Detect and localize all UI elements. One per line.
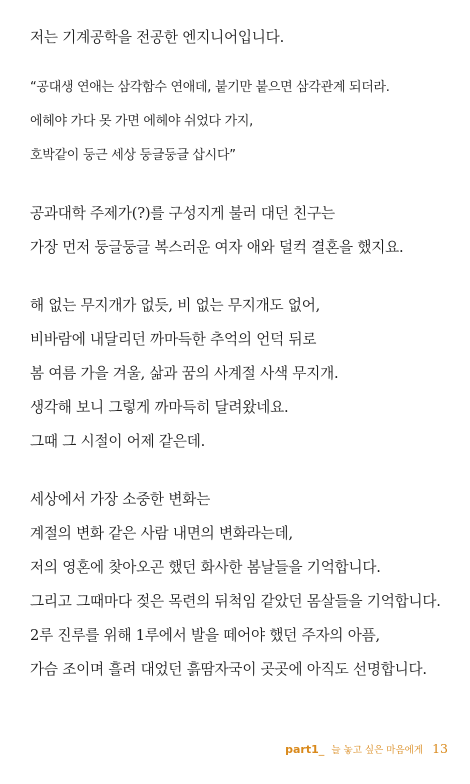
chapter-title: 늘 놓고 싶은 마음에게 — [331, 745, 423, 756]
text-line: 봄 여름 가을 겨울, 삶과 꿈의 사계절 사색 무지개. — [30, 365, 339, 382]
text-line: 공과대학 주제가(?)를 구성지게 불러 대던 친구는 — [30, 205, 335, 222]
text-line: 가장 먼저 둥글둥글 복스러운 여자 애와 덜컥 결혼을 했지요. — [30, 239, 404, 256]
text-line: 그때 그 시절이 어제 같은데. — [30, 433, 206, 450]
text-line: 가슴 조이며 흘려 대었던 흙땀자국이 곳곳에 아직도 선명합니다. — [30, 661, 427, 678]
text-line: 저의 영혼에 찾아오곤 했던 화사한 봄날들을 기억합니다. — [30, 559, 381, 576]
quote-line: 호박같이 둥근 세상 둥글둥글 삽시다” — [30, 148, 236, 163]
page-footer — [285, 738, 448, 757]
page-number: 13 — [432, 741, 448, 756]
text-line: 계절의 변화 같은 사람 내면의 변화라는데, — [30, 525, 293, 542]
text-line: 비바람에 내달리던 까마득한 추억의 언덕 뒤로 — [30, 331, 317, 348]
text-line: 2루 진루를 위해 1루에서 발을 떼어야 했던 주자의 아픔, — [30, 627, 380, 644]
text-line: 생각해 보니 그렇게 까마득히 달려왔네요. — [30, 399, 289, 416]
part-label: part1 — [285, 743, 319, 756]
text-line: 저는 기계공학을 전공한 엔지니어입니다. — [30, 29, 285, 46]
text-line: 세상에서 가장 소중한 변화는 — [30, 491, 211, 508]
quote-line: “공대생 연애는 삼각함수 연애데, 붙기만 붙으면 삼각관계 되더라. — [30, 80, 390, 95]
text-line: 그리고 그때마다 젖은 목련의 뒤척임 같았던 몸살들을 기억합니다. — [30, 593, 441, 610]
quote-line: 에헤야 가다 못 가면 에헤야 쉬었다 가지, — [30, 114, 253, 129]
footer-separator: _ — [318, 743, 325, 756]
text-line: 해 없는 무지개가 없듯, 비 없는 무지개도 없어, — [30, 297, 321, 314]
